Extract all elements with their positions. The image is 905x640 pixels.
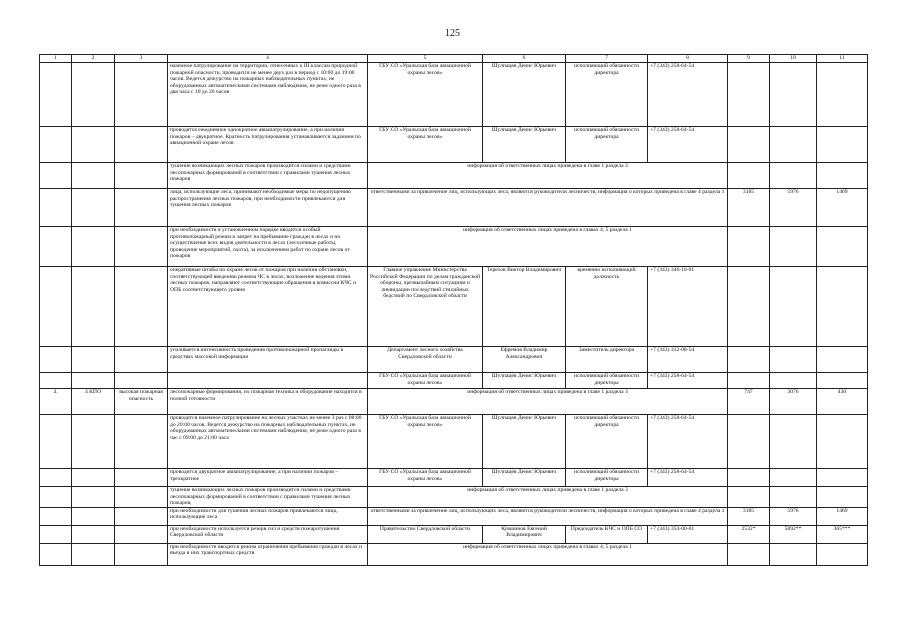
cell-person: Шулпацев Денис Юрьевич: [483, 469, 566, 487]
cell-col11: [817, 543, 868, 565]
cell-phone: +7 (343) 258-64-54: [648, 373, 728, 389]
table-row: [40, 373, 868, 389]
cell-col11: [817, 127, 868, 163]
cell-number: [40, 163, 72, 189]
cell-responsible-info: информация об ответственных лицах приведена в главах 4, 5 раздела 1: [368, 227, 728, 267]
cell-person: Кувшинов Евгений Владимирович: [483, 525, 566, 543]
cell-col9: [728, 487, 770, 508]
cell-position: исполняющий обязанности директора: [566, 469, 648, 487]
table-row: [40, 507, 868, 525]
cell-col11: [817, 487, 868, 508]
cell-col9: 3185: [728, 507, 770, 525]
cell-danger-level: [115, 373, 168, 389]
cell-number: [40, 415, 72, 469]
cell-col9: [728, 347, 770, 373]
cell-col9: [728, 373, 770, 389]
cell-number: [40, 507, 72, 525]
cell-number: [40, 543, 72, 565]
cell-position: Председатель КЧС и ОПБ СО: [566, 525, 648, 543]
column-header: 5: [368, 55, 483, 63]
cell-class: [72, 347, 115, 373]
cell-action: проводится двукратное авиапатрулирование, а при наличии пожаров – трехкратное: [168, 469, 368, 487]
table-row: [40, 389, 868, 415]
table-row: [40, 227, 868, 267]
cell-col10: [770, 227, 817, 267]
cell-danger-level: [115, 543, 168, 565]
cell-col11: [817, 267, 868, 347]
cell-danger-level: [115, 415, 168, 469]
page-number: 125: [445, 28, 460, 39]
cell-responsible-info: ответственными за привлечение лиц, использующих леса, являются руководители лесничеств, информация о которых приведена в главе 4 раздела 1: [368, 507, 728, 525]
column-header: 3: [115, 55, 168, 63]
cell-phone: +7 (343) 258-64-54: [648, 469, 728, 487]
cell-action: при необходимости используется резерв сил и средств пожаротушения Свердловской области: [168, 525, 368, 543]
cell-phone: +7 (343) 258-64-54: [648, 415, 728, 469]
cell-col11: [817, 63, 868, 127]
table-row: [40, 127, 868, 163]
cell-organization: ГБУ СО «Уральская база авиационной охраны лесов»: [368, 63, 483, 127]
cell-number: [40, 525, 72, 543]
cell-col10: [770, 487, 817, 508]
cell-organization: ГБУ СО «Уральская база авиационной охраны лесов»: [368, 415, 483, 469]
cell-number: [40, 487, 72, 508]
cell-col10: [770, 543, 817, 565]
cell-action: [168, 373, 368, 389]
cell-number: [40, 127, 72, 163]
column-header: 10: [770, 55, 817, 63]
cell-col9: [728, 227, 770, 267]
cell-organization: Правительство Свердловской области: [368, 525, 483, 543]
cell-action: проводятся ежедневное однократное авиапатрулирование, а при наличии пожаров – двукратное. Кратность патрулирования устанавливается заданием по авиационной охране лесов: [168, 127, 368, 163]
cell-action: оперативные штабы по охране лесов от пожаров при наличии обстановки, соответствующей введению режима ЧС в лесах, возложение ведения этими лесных пожаров, направляют соответствующие обращения в комиссии КЧС и ОПБ соответствующего уровня: [168, 267, 368, 347]
cell-number: [40, 347, 72, 373]
column-header: 9: [728, 55, 770, 63]
cell-danger-level: [115, 469, 168, 487]
cell-col11: [817, 347, 868, 373]
column-header: 11: [817, 55, 868, 63]
cell-danger-level: [115, 487, 168, 508]
cell-col10: [770, 347, 817, 373]
cell-class: [72, 189, 115, 227]
cell-danger-level: [115, 127, 168, 163]
cell-class: [72, 163, 115, 189]
cell-responsible-info: информация об ответственных лицах приведена в главе 1 раздела 3: [368, 163, 728, 189]
cell-col10: 3076: [770, 389, 817, 415]
cell-class: [72, 63, 115, 127]
cell-person: Шулпацев Денис Юрьевич: [483, 127, 566, 163]
table-row: [40, 189, 868, 227]
cell-class: [72, 487, 115, 508]
cell-col11: 365***: [817, 525, 868, 543]
cell-class: [72, 267, 115, 347]
cell-action: тушение возникающих лесных пожаров производится силами и средствами лесопожарных формирований в соответствии с правилами тушения лесных пожаров,: [168, 487, 368, 508]
cell-col9: [728, 415, 770, 469]
cell-number: [40, 189, 72, 227]
column-header: 6: [483, 55, 566, 63]
cell-action: лица, использующие леса, принимают необходимые меры по недопущению распространения лесных пожаров, при необходимости привлекаются для тушения лесных пожаров: [168, 189, 368, 227]
table-row: [40, 163, 868, 189]
cell-danger-level: [115, 507, 168, 525]
cell-position: исполняющий обязанности директора: [566, 415, 648, 469]
cell-position: исполняющий обязанности директора: [566, 63, 648, 127]
cell-class: [72, 127, 115, 163]
cell-danger-level: [115, 267, 168, 347]
cell-col10: 5976: [770, 507, 817, 525]
cell-number: [40, 227, 72, 267]
cell-responsible-info: информация об ответственных лицах приведена в главах 4, 5 раздела 1: [368, 543, 728, 565]
cell-action: при необходимости в установленном порядке вводится особый противопожарный режим и запрет на пребывание граждан в лесах и на осуществление всех видов деятельности в лесах (лесосечные работы, проведение мероприятий, охота), за исключением работ по охране лесов от пожаров: [168, 227, 368, 267]
cell-col10: [770, 373, 817, 389]
cell-col9: [728, 163, 770, 189]
cell-class: [72, 507, 115, 525]
cell-action: усиливается интенсивность проведения противопожарной пропаганды в средствах массовой информации: [168, 347, 368, 373]
table-row: [40, 63, 868, 127]
table-row: [40, 469, 868, 487]
cell-phone: +7 (343) 258-64-54: [648, 63, 728, 127]
column-header: 7: [566, 55, 648, 63]
cell-col9: 747: [728, 389, 770, 415]
cell-danger-level: высокая пожарная опасность: [115, 389, 168, 415]
column-header: 1: [40, 55, 72, 63]
cell-action: при необходимости вводится режим ограничения пребывания граждан в лесах и въезда в них транспортных средств: [168, 543, 368, 565]
cell-col10: [770, 163, 817, 189]
cell-class: [72, 227, 115, 267]
measures-table: [39, 54, 868, 566]
cell-col11: [817, 227, 868, 267]
cell-col9: [728, 267, 770, 347]
cell-organization: Департамент лесного хозяйства Свердловской области: [368, 347, 483, 373]
cell-col10: [770, 469, 817, 487]
cell-col9: [728, 63, 770, 127]
cell-col9: [728, 127, 770, 163]
cell-phone: +7 (343) 354-00-01: [648, 525, 728, 543]
cell-responsible-info: информация об ответственных лицах приведена в главе 1 раздела 3: [368, 389, 728, 415]
table-body: [40, 63, 868, 566]
cell-col9: 3185: [728, 189, 770, 227]
cell-col11: [817, 415, 868, 469]
cell-person: Шулпацев Денис Юрьевич: [483, 63, 566, 127]
cell-col11: [817, 469, 868, 487]
cell-col9: [728, 543, 770, 565]
cell-phone: +7 (343) 258-64-54: [648, 127, 728, 163]
cell-organization: ГБУ СО «Уральская база авиационной охраны лесов»: [368, 373, 483, 389]
cell-action: лесопожарные формирования, их пожарная техника и оборудование находятся в полной готовности: [168, 389, 368, 415]
cell-col10: [770, 127, 817, 163]
cell-col10: 5976: [770, 189, 817, 227]
cell-class: [72, 525, 115, 543]
cell-phone: +7 (343) 346-10-01: [648, 267, 728, 347]
table-row: [40, 487, 868, 508]
cell-col11: 1469: [817, 507, 868, 525]
cell-action: проводится наземное патрулирование на лесных участках не менее 3 раз с 08:00 до 20:00 часов. Ведется дежурство на пожарных наблюдательных пунктах, не оборудованных автоматическими системами наблюдения, не реже одного раза в час с 09:00 до 21:00 часа: [168, 415, 368, 469]
cell-col9: 2532*: [728, 525, 770, 543]
cell-danger-level: [115, 227, 168, 267]
cell-action: при необходимости для тушения лесных пожаров привлекаются лица, использующие леса: [168, 507, 368, 525]
cell-class: 4 КПО: [72, 389, 115, 415]
cell-number: 4.: [40, 389, 72, 415]
cell-danger-level: [115, 189, 168, 227]
cell-col11: [817, 163, 868, 189]
table-row: [40, 415, 868, 469]
cell-col10: 5892**: [770, 525, 817, 543]
table-row: [40, 543, 868, 565]
column-header: 2: [72, 55, 115, 63]
cell-responsible-info: ответственными за привлечение лиц, использующих леса, являются руководители лесничеств, информация о которых приведена в главе 4 раздела 1: [368, 189, 728, 227]
cell-col10: [770, 267, 817, 347]
cell-position: исполняющий обязанности директора: [566, 127, 648, 163]
cell-position: исполняющий обязанности директора: [566, 373, 648, 389]
cell-class: [72, 543, 115, 565]
column-header: 4: [168, 55, 368, 63]
cell-person: Шулпацев Денис Юрьевич: [483, 373, 566, 389]
cell-organization: ГБУ СО «Уральская база авиационной охраны лесов»: [368, 469, 483, 487]
cell-col9: [728, 469, 770, 487]
cell-col10: [770, 63, 817, 127]
cell-danger-level: [115, 525, 168, 543]
cell-organization: ГБУ СО «Уральская база авиационной охраны лесов»: [368, 127, 483, 163]
cell-organization: Главное управление Министерства Российской Федерации по делам гражданской обороны, чрезвычайным ситуациям и ликвидации последствий стихийных бедствий по Свердловской области: [368, 267, 483, 347]
cell-col10: [770, 415, 817, 469]
cell-col11: 1469: [817, 189, 868, 227]
table-row: [40, 347, 868, 373]
cell-action: наземное патрулирование на территории, отнесенных к III классам природной пожарной опасности, проводится не менее двух раз в период с 10:00 до 19:00 часов. Ведется дежурство на пожарных наблюдательных пунктах, не оборудованных автоматическими системами наблюдения, не реже одного раза в два часа с 10 до 20 часов: [168, 63, 368, 127]
cell-number: [40, 267, 72, 347]
cell-danger-level: [115, 347, 168, 373]
cell-class: [72, 373, 115, 389]
table-row: [40, 267, 868, 347]
header-row: [40, 55, 868, 63]
cell-action: тушение возникающих лесных пожаров производится силами и средствами лесопожарных формирований в соответствии с правилами тушения лесных пожаров: [168, 163, 368, 189]
cell-danger-level: [115, 163, 168, 189]
cell-number: [40, 469, 72, 487]
cell-class: [72, 415, 115, 469]
cell-col11: 430: [817, 389, 868, 415]
cell-position: временно исполняющий должность: [566, 267, 648, 347]
cell-col11: [817, 373, 868, 389]
cell-person: Ефремов Владимир Александрович: [483, 347, 566, 373]
cell-number: [40, 373, 72, 389]
cell-person: Шулпацев Денис Юрьевич: [483, 415, 566, 469]
table-row: [40, 525, 868, 543]
cell-phone: +7 (343) 312-08-54: [648, 347, 728, 373]
cell-person: Терехов Виктор Владимирович: [483, 267, 566, 347]
cell-responsible-info: информация об ответственных лицах приведена в главе 1 раздела 3: [368, 487, 728, 508]
cell-number: [40, 63, 72, 127]
cell-danger-level: [115, 63, 168, 127]
cell-position: Заместитель директора: [566, 347, 648, 373]
cell-class: [72, 469, 115, 487]
column-header: 8: [648, 55, 728, 63]
